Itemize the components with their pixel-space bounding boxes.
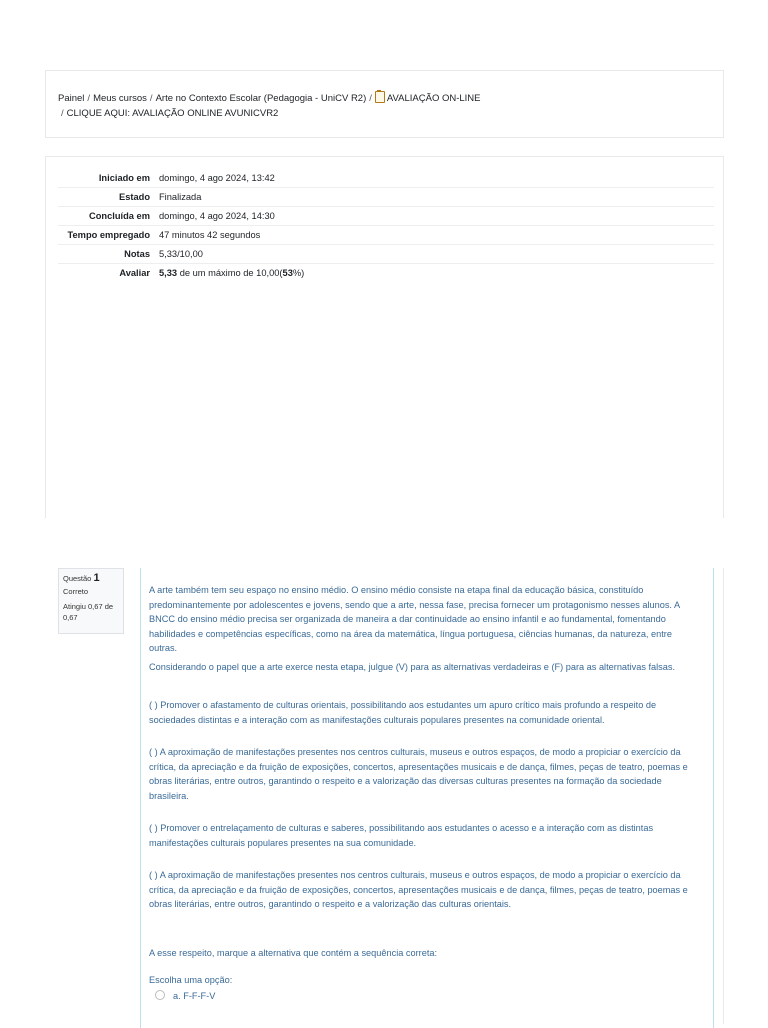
summary-value: domingo, 4 ago 2024, 14:30 — [159, 211, 275, 221]
question-paragraph: A arte também tem seu espaço no ensino médio. O ensino médio consiste na etapa final da educação básica, constituído predominantemente por adolescentes e jovens, sendo que a arte, nessa fase, precisa fornecer um protagonismo nesses alunos. A BNCC do ensino médio precisa ser organizada de maneira a dar continuidade ao ensino infantil e ao fundamental, fomentando habilidades e competências específicas, como na área da matemática, língua portuguesa, ciências humanas, da natureza, entre outras. — [149, 585, 680, 653]
breadcrumb-link-quiz[interactable]: CLIQUE AQUI: AVALIAÇÃO ONLINE AVUNICVR2 — [66, 108, 279, 119]
grade-score: 5,33 — [159, 268, 178, 278]
question-paragraph: Considerando o papel que a arte exerce nesta etapa, julgue (V) para as alternativas verdadeiras e (F) para as alternativas falsas. — [149, 661, 676, 672]
breadcrumb — [58, 91, 481, 121]
assignment-icon — [375, 91, 385, 103]
question-prefix: Questão — [63, 574, 92, 583]
breadcrumb-link-avaliacao[interactable]: AVALIAÇÃO ON-LINE — [386, 93, 481, 104]
summary-value: Finalizada — [159, 192, 202, 202]
breadcrumb-container — [45, 70, 724, 138]
question-prompt: A esse respeito, marque a alternativa que contém a sequência correta: — [149, 947, 438, 958]
statement-2: ( ) A aproximação de manifestações presentes nos centros culturais, museus e outros espaços, de modo a propiciar o exercício da crítica, da apreciação e da fruição de exposições, concertos, apresentações musicais e de dança, filmes, peças de teatro, poemas e obras literárias, entre outros, garantindo o respeito e a valorização das diversas culturas presentes na formação da sociedade brasileira. — [149, 747, 688, 801]
question-mark: Atingiu 0,67 de 0,67 — [63, 602, 114, 622]
statement-4: ( ) A aproximação de manifestações presentes nos centros culturais, museus e outros espaços, de modo a propiciar o exercício da crítica, da apreciação e da fruição de exposições, concertos, apresentações musicais e de dança, filmes, peças de teatro, poemas e obras literárias, entre outros, garantindo o respeito e a valorização das culturas orientais. — [149, 870, 688, 909]
question-text — [149, 583, 701, 1003]
breadcrumb-separator: / — [149, 93, 153, 104]
question-info — [58, 568, 124, 634]
summary-label: Estado — [119, 192, 150, 202]
breadcrumb-separator: / — [61, 108, 64, 119]
attempt-summary — [45, 156, 724, 518]
summary-label: Notas — [124, 249, 150, 259]
summary-label: Avaliar — [119, 268, 150, 278]
grade-text: de um máximo de 10,00( — [177, 268, 283, 278]
breadcrumb-link-painel[interactable]: Painel — [58, 93, 85, 104]
option-label: a. F-F-F-V — [173, 990, 216, 1001]
content-border — [723, 568, 724, 1024]
summary-label: Tempo empregado — [67, 230, 150, 240]
option-a[interactable] — [149, 989, 701, 1004]
breadcrumb-link-course[interactable]: Arte no Contexto Escolar (Pedagogia - UniCV R2) — [155, 93, 367, 104]
breadcrumb-separator: / — [87, 93, 91, 104]
summary-row-completed — [58, 207, 714, 226]
summary-label: Concluída em — [89, 211, 150, 221]
summary-row-started — [58, 169, 714, 188]
question-state: Correto — [63, 587, 89, 596]
summary-row-time — [58, 226, 714, 245]
summary-value: 5,33/10,00 — [159, 249, 203, 259]
statement-3: ( ) Promover o entrelaçamento de culturas e saberes, possibilitando aos estudantes o acesso e a interação com as distintas manifestações culturais populares presentes na sua comunidade. — [149, 823, 654, 848]
choose-label: Escolha uma opção: — [149, 975, 233, 985]
grade-value — [156, 264, 714, 283]
summary-value: domingo, 4 ago 2024, 13:42 — [159, 173, 275, 183]
summary-row-grade — [58, 264, 714, 283]
breadcrumb-separator: / — [369, 93, 372, 104]
grade-percent: 53 — [282, 268, 293, 278]
radio-button[interactable] — [155, 990, 165, 1000]
summary-row-marks — [58, 245, 714, 264]
statement-1: ( ) Promover o afastamento de culturas orientais, possibilitando aos estudantes um apuro crítico mais profundo a respeito de sociedades distintas e a interação com as manifestações culturais populares presentes na comunidade oriental. — [149, 700, 657, 725]
question-number: 1 — [93, 572, 100, 584]
summary-row-state — [58, 188, 714, 207]
summary-table — [58, 169, 714, 282]
breadcrumb-link-meus-cursos[interactable]: Meus cursos — [93, 93, 147, 104]
grade-end: %) — [292, 268, 305, 278]
summary-label: Iniciado em — [98, 173, 150, 183]
summary-value: 47 minutos 42 segundos — [159, 230, 261, 240]
